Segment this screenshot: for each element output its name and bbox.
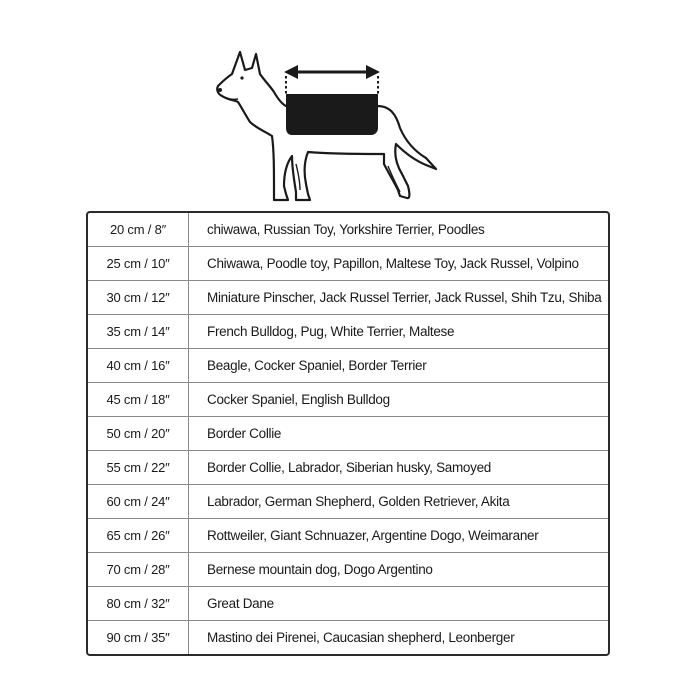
breeds-cell: Beagle, Cocker Spaniel, Border Terrier (207, 358, 427, 373)
dog-measurement-illustration (212, 44, 452, 214)
size-cell: 25 cm / 10″ (88, 247, 189, 280)
breeds-cell: Cocker Spaniel, English Bulldog (207, 392, 390, 407)
breeds-cell: Border Collie (207, 426, 282, 441)
table-row (88, 213, 608, 246)
size-cell: 30 cm / 12″ (88, 281, 189, 314)
size-cell: 80 cm / 32″ (88, 587, 189, 620)
table-row (88, 280, 608, 314)
breeds-cell: Miniature Pinscher, Jack Russel Terrier, Jack Russel, Shih Tzu, Shiba (207, 290, 602, 305)
table-row (88, 416, 608, 450)
table-row (88, 450, 608, 484)
table-row (88, 246, 608, 280)
dog-nose (218, 88, 222, 92)
dog-silhouette-icon (212, 44, 452, 214)
size-cell: 50 cm / 20″ (88, 417, 189, 450)
size-cell: 55 cm / 22″ (88, 451, 189, 484)
breeds-cell: Great Dane (207, 596, 274, 611)
breeds-cell: Labrador, German Shepherd, Golden Retriever, Akita (207, 494, 510, 509)
size-cell: 65 cm / 26″ (88, 519, 189, 552)
breeds-cell: Border Collie, Labrador, Siberian husky, Samoyed (207, 460, 492, 475)
size-cell: 90 cm / 35″ (88, 621, 189, 654)
breeds-cell: Rottweiler, Giant Schnuazer, Argentine Dogo, Weimaraner (207, 528, 539, 543)
breeds-cell: chiwawa, Russian Toy, Yorkshire Terrier, Poodles (207, 222, 485, 237)
size-cell: 45 cm / 18″ (88, 383, 189, 416)
size-cell: 20 cm / 8″ (88, 213, 189, 246)
breeds-cell: Chiwawa, Poodle toy, Papillon, Maltese Toy, Jack Russel, Volpino (207, 256, 579, 271)
size-cell: 60 cm / 24″ (88, 485, 189, 518)
breeds-cell: French Bulldog, Pug, White Terrier, Maltese (207, 324, 455, 339)
table-row (88, 586, 608, 620)
size-cell: 70 cm / 28″ (88, 553, 189, 586)
size-cell: 40 cm / 16″ (88, 349, 189, 382)
table-row (88, 620, 608, 654)
table-row (88, 518, 608, 552)
table-row (88, 314, 608, 348)
dog-eye (240, 76, 243, 79)
size-cell: 35 cm / 14″ (88, 315, 189, 348)
size-chart-table (86, 211, 610, 656)
dog-jacket-shape (286, 94, 378, 135)
double-arrow-icon (284, 65, 380, 79)
breeds-cell: Bernese mountain dog, Dogo Argentino (207, 562, 433, 577)
table-row (88, 552, 608, 586)
table-row (88, 382, 608, 416)
table-row (88, 348, 608, 382)
breeds-cell: Mastino dei Pirenei, Caucasian shepherd, Leonberger (207, 630, 515, 645)
table-row (88, 484, 608, 518)
